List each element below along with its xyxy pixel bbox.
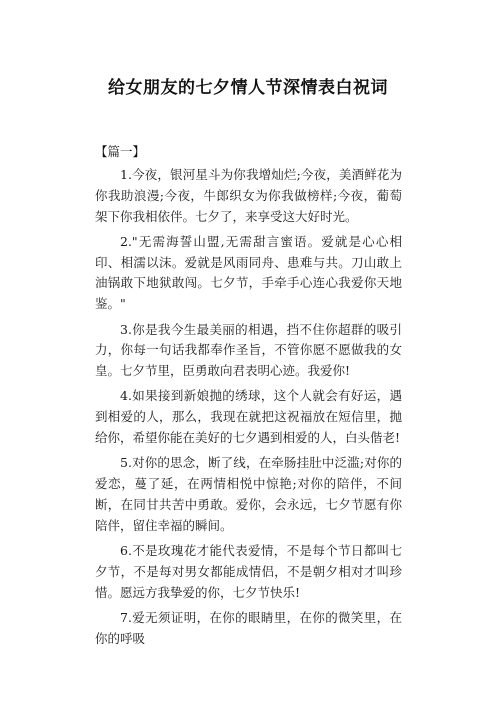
section-label: 【篇一】	[95, 144, 146, 159]
paragraph-7: 7.爱无须证明，在你的眼睛里，在你的微笑里，在你的呼吸	[95, 609, 402, 646]
paragraph-6: 6.不是玫瑰花才能代表爱情，不是每个节日都叫七夕节，不是每对男女都能成情侣，不是朝夕相对才叫珍惜。愿远方我挚爱的你，七夕节快乐!	[95, 543, 402, 600]
document-body	[95, 165, 402, 654]
paragraph-2: 2."无需海誓山盟,无需甜言蜜语。爱就是心心相印、相濡以沫。爱就是风雨同舟、患难与共。刀山敢上油锅敢下地狱敢闯。七夕节，手牵手心连心我爱你天地鉴。"	[95, 233, 402, 312]
document-title: 给女朋友的七夕情人节深情表白祝词	[108, 78, 388, 98]
paragraph-4: 4.如果接到新娘抛的绣球，这个人就会有好运，遇到相爱的人，那么，我现在就把这祝福放在短信里，抛给你，希望你能在美好的七夕遇到相爱的人，白头偕老!	[95, 388, 402, 446]
paragraph-1: 1.今夜，银河星斗为你我增灿烂;今夜，美酒鲜花为你我助浪漫;今夜，牛郎织女为你我做榜样;今夜，葡萄架下你我相依伴。七夕了，来享受这大好时光。	[95, 167, 402, 224]
paragraph-3: 3.你是我今生最美丽的相遇，挡不住你超群的吸引力，你每一句话我都奉作圣旨，不管你愿不愿做我的女皇。七夕节里，臣勇敢向君表明心迹。我爱你!	[95, 321, 402, 379]
paragraph-5: 5.对你的思念，断了线，在牵肠挂肚中泛滥;对你的爱恋，蔓了延，在两情相悦中惊艳;对你的陪伴，不间断，在同甘共苦中勇敢。爱你，会永远，七夕节愿有你陪伴，留住幸福的瞬间。	[95, 455, 402, 533]
